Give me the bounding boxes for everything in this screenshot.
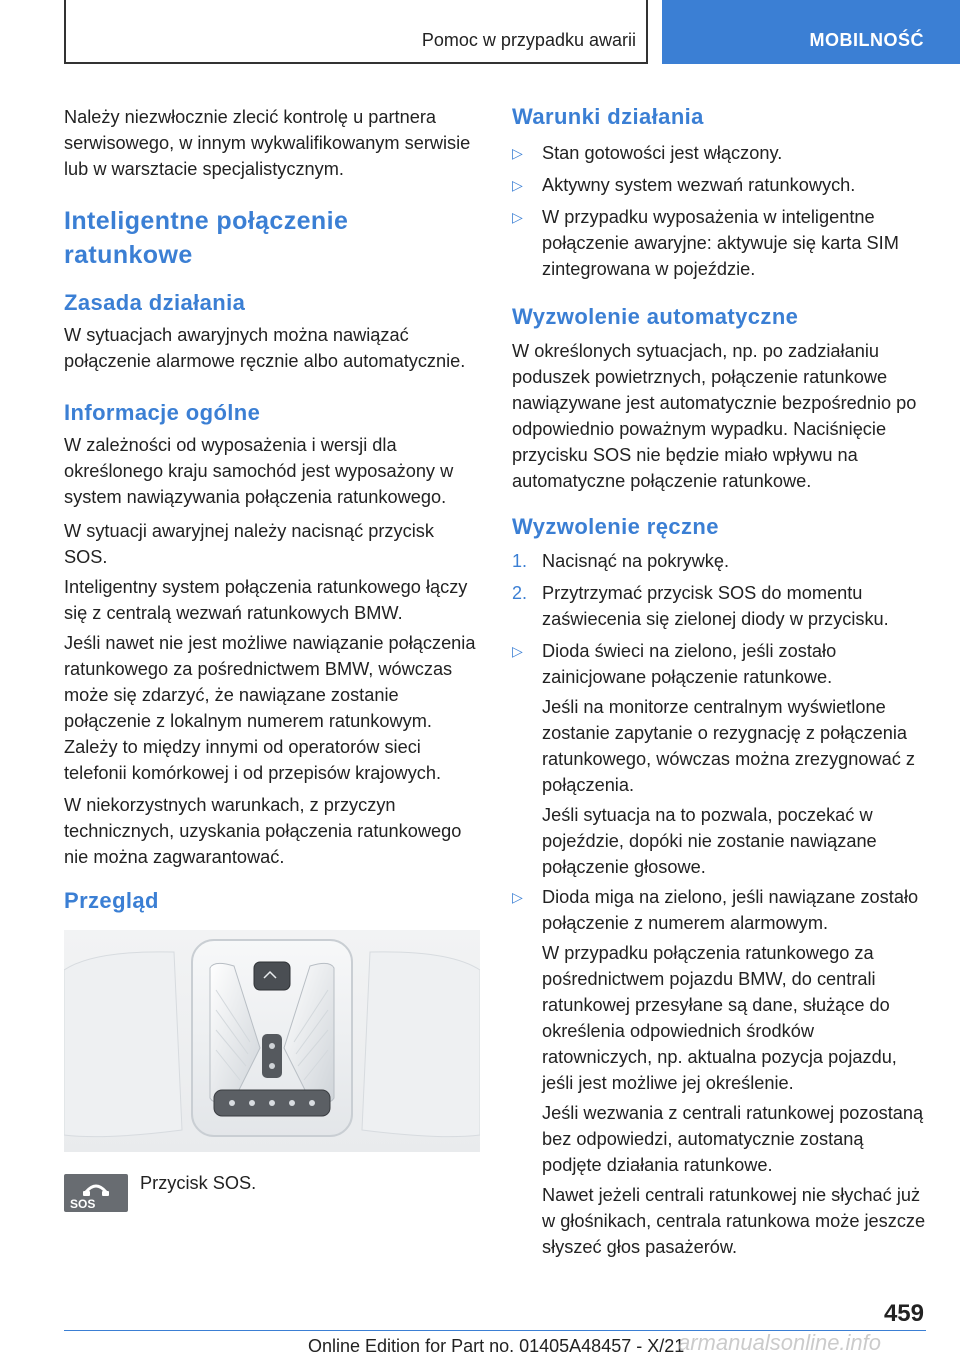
- triangle-bullet-icon: ▷: [512, 209, 523, 225]
- principle-paragraph: W sytuacjach awaryjnych można nawiązać połączenie alarmowe ręcznie albo automatycznie.: [64, 325, 466, 371]
- heading-general-info: Informacje ogólne: [64, 400, 261, 425]
- heading-operating-conditions: Warunki działania: [512, 104, 704, 129]
- sos-icon-graphic: [64, 1174, 128, 1212]
- overhead-console-drawing: [64, 930, 480, 1152]
- sos-button-icon: [64, 1174, 128, 1212]
- general-paragraph-2: W sytuacji awaryjnej należy nacisnąć przycisk SOS.: [64, 521, 434, 567]
- triangle-bullet-icon: ▷: [512, 889, 523, 905]
- step-text: Nacisnąć na pokrywkę.: [542, 551, 730, 571]
- green-blink-text: Dioda miga na zielono, jeśli nawiązane zostało połączenie z numerem alarmowym.: [542, 887, 919, 933]
- heading-automatic-trigger: Wyzwolenie automatyczne: [512, 304, 799, 329]
- green-blink-subparagraph-2: Jeśli wezwania z centrali ratunkowej pozostaną bez odpowiedzi, automatycznie zostaną podjęte działania ratunkowe.: [542, 1103, 924, 1175]
- general-paragraph-5: W niekorzystnych warunkach, z przyczyn technicznych, uzyskania połączenia ratunkowego nie można zagwarantować.: [64, 795, 462, 867]
- overhead-console-image: [64, 930, 480, 1152]
- triangle-bullet-icon: ▷: [512, 177, 523, 193]
- general-paragraph-3: Inteligentny system połączenia ratunkowego łączy się z centralą wezwań ratunkowych BMW.: [64, 577, 468, 623]
- header-bottom-rule: [64, 62, 648, 64]
- sos-caption: Przycisk SOS.: [140, 1173, 257, 1193]
- step-text: Przytrzymać przycisk SOS do momentu zaświecenia się zielonej diody w przycisku.: [542, 583, 889, 629]
- green-light-text: Dioda świeci na zielono, jeśli zostało zainicjowane połączenie ratunkowe.: [542, 641, 837, 687]
- general-paragraph-4: Jeśli nawet nie jest możliwe nawiązanie połączenia ratunkowego za pośrednictwem BMW, wówczas może się zdarzyć, że nawiązane zostanie połączenie z lokalnym numerem ratunkowym. Zależy to między innymi od operatorów sieci telefonii komórkowej i od przepisów krajowych.: [64, 633, 476, 783]
- header-section-title: Pomoc w przypadku awarii: [421, 30, 636, 50]
- triangle-bullet-icon: ▷: [512, 145, 523, 161]
- triangle-bullet-icon: ▷: [512, 643, 523, 659]
- automatic-trigger-paragraph: W określonych sytuacjach, np. po zadziałaniu poduszek powietrznych, połączenie ratunkowe nawiązywane jest automatycznie bezpośrednio po odpowiednio poważnym wypadku. Naciśnięcie przycisku SOS nie będzie miało wpływu na automatyczne połączenie ratunkowe.: [512, 341, 917, 491]
- condition-text: Aktywny system wezwań ratunkowych.: [542, 175, 856, 195]
- heading-overview: Przegląd: [64, 888, 159, 913]
- page-number: 459: [883, 1300, 924, 1327]
- sos-icon-label: SOS: [70, 1197, 96, 1211]
- green-light-subparagraph-2: Jeśli sytuacja na to pozwala, poczekać w pojeździe, dopóki nie zostanie nawiązane połączenie głosowe.: [542, 805, 877, 877]
- header-chapter-label: MOBILNOŚĆ: [809, 30, 924, 50]
- heading-principle: Zasada działania: [64, 290, 246, 315]
- green-blink-subparagraph-3: Nawet jeżeli centrali ratunkowej nie słychać już w głośnikach, centrala ratunkowa może jeszcze słyszeć głos pasażerów.: [542, 1185, 926, 1257]
- condition-text: W przypadku wyposażenia w inteligentne połączenie awaryjne: aktywuje się karta SIM zintegrowana w pojeździe.: [542, 207, 899, 279]
- general-paragraph-1: W zależności od wyposażenia i wersji dla określonego kraju samochód jest wyposażony w system nawiązywania połączenia ratunkowego.: [64, 435, 454, 507]
- intro-paragraph: Należy niezwłocznie zlecić kontrolę u partnera serwisowego, w innym wykwalifikowanym serwisie lub w warsztacie specjalistycznym.: [64, 107, 471, 179]
- step-number: 2.: [512, 583, 528, 603]
- header-chapter-tab[interactable]: [662, 0, 960, 64]
- header-left-rule: [64, 0, 66, 64]
- footer-edition: Online Edition for Part no. 01405A48457 - X/21: [308, 1336, 685, 1356]
- footer-watermark: armanualsonline.info: [678, 1330, 882, 1355]
- header-divider: [646, 0, 648, 64]
- green-blink-subparagraph-1: W przypadku połączenia ratunkowego za pośrednictwem pojazdu BMW, do centrali ratunkowej przesyłane są dane, służące do określenia odpowiednich środków ratowniczych, np. aktualna pozycja pojazdu, jeśli jest możliwe jej określenie.: [542, 943, 897, 1093]
- heading-intelligent-emergency-call: Inteligentne połączenie ratunkowe: [64, 207, 349, 269]
- condition-text: Stan gotowości jest włączony.: [542, 143, 783, 163]
- heading-manual-trigger: Wyzwolenie ręczne: [512, 514, 719, 539]
- step-number: 1.: [512, 551, 528, 571]
- green-light-subparagraph-1: Jeśli na monitorze centralnym wyświetlone zostanie zapytanie o rezygnację z połączenia ratunkowego, wówczas można zrezygnować z połączenia.: [542, 697, 916, 795]
